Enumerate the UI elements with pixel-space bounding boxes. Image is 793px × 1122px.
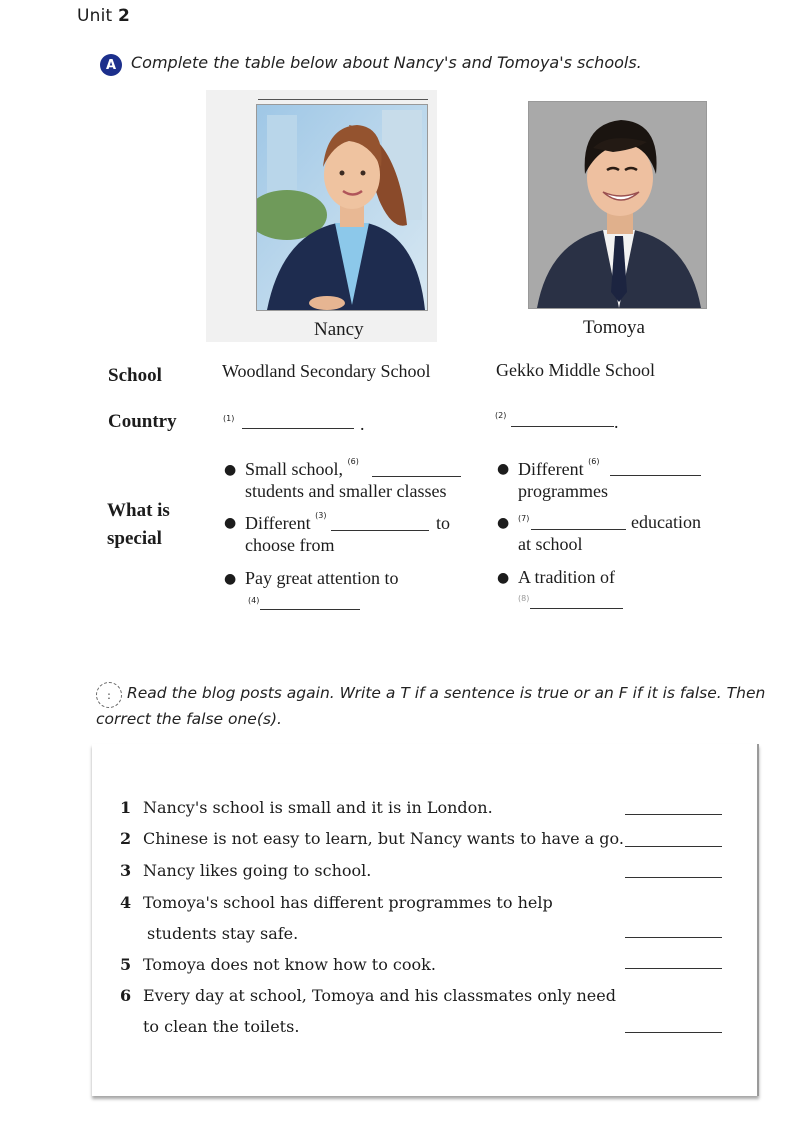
question-6-text-line2: to clean the toilets. <box>143 1017 300 1036</box>
nancy-item-1-line1 <box>245 459 359 480</box>
nancy-photo <box>256 104 428 311</box>
question-5-number: 5 <box>120 955 132 974</box>
question-3-text: Nancy likes going to school. <box>143 861 372 880</box>
question-4-number: 4 <box>120 893 132 912</box>
question-4-text-line1: Tomoya's school has different programmes to help <box>143 893 553 912</box>
tomoya-item-2-blank[interactable] <box>531 529 626 530</box>
tomoya-item-2-number: (7) <box>518 514 530 523</box>
special-label-line2: special <box>107 528 162 549</box>
nancy-item-2-number: (3) <box>315 511 327 520</box>
nancy-item-3-line1: Pay great attention to <box>245 568 399 588</box>
tomoya-item-2-line2: at school <box>518 534 583 554</box>
question-5-answer-line[interactable] <box>625 967 722 969</box>
nancy-item-1-blank[interactable] <box>372 476 461 477</box>
section-a-badge: A <box>100 54 122 76</box>
questions-paper <box>92 744 759 1096</box>
school-label: School <box>108 365 162 386</box>
tomoya-item-1-number: (6) <box>588 457 600 466</box>
nancy-item-3-number: (4) <box>248 596 260 605</box>
tomoya-item-3-line1: A tradition of <box>518 567 615 587</box>
tomoya-photo <box>528 101 707 309</box>
tomoya-bullet-3: ● <box>497 570 510 586</box>
tomoya-school: Gekko Middle School <box>496 360 655 380</box>
question-1-text: Nancy's school is small and it is in London. <box>143 798 493 817</box>
question-2-number: 2 <box>120 829 132 848</box>
nancy-item-1-text: Small school, <box>245 459 343 479</box>
country-label: Country <box>108 411 177 432</box>
nancy-country-period: . <box>360 414 365 434</box>
nancy-caption: Nancy <box>314 319 364 340</box>
nancy-item-2-line2: choose from <box>245 535 335 555</box>
nancy-item-2-line1 <box>245 513 326 534</box>
tomoya-item-1-blank[interactable] <box>610 475 701 476</box>
question-2-answer-line[interactable] <box>625 845 722 847</box>
question-6-answer-line[interactable] <box>625 1031 722 1033</box>
tomoya-bullet-2: ● <box>497 515 510 531</box>
nancy-bullet-1: ● <box>224 462 237 478</box>
unit-prefix: Unit <box>77 6 113 26</box>
question-4-text-line2: students stay safe. <box>147 924 299 943</box>
nancy-item-2-to: to <box>436 513 451 533</box>
nancy-bullet-3: ● <box>224 571 237 587</box>
nancy-photo-rule <box>258 99 428 100</box>
tomoya-item-3-number: (8) <box>518 594 530 603</box>
section-b-instruction-line2: correct the false one(s). <box>96 710 282 728</box>
section-b-icon: : <box>96 682 122 708</box>
question-2-text: Chinese is not easy to learn, but Nancy wants to have a go. <box>143 829 624 848</box>
tomoya-item-1-line1 <box>518 459 599 480</box>
question-4-answer-line[interactable] <box>625 936 722 938</box>
question-1-answer-line[interactable] <box>625 813 722 815</box>
question-6-number: 6 <box>120 986 132 1005</box>
nancy-item-2-text: Different <box>245 513 311 533</box>
nancy-country-blank[interactable] <box>242 428 354 429</box>
nancy-item-2-blank[interactable] <box>331 530 429 531</box>
question-1-number: 1 <box>120 798 132 817</box>
question-5-text: Tomoya does not know how to cook. <box>143 955 436 974</box>
question-3-number: 3 <box>120 861 132 880</box>
nancy-bullet-2: ● <box>224 515 237 531</box>
tomoya-item-3-blank[interactable] <box>530 608 623 609</box>
tomoya-item-1-text: Different <box>518 459 584 479</box>
nancy-item-1-number: (6) <box>347 457 359 466</box>
question-6-text-line1: Every day at school, Tomoya and his classmates only need <box>143 986 616 1005</box>
section-a-instruction: Complete the table below about Nancy's and Tomoya's schools. <box>131 53 642 72</box>
question-3-answer-line[interactable] <box>625 876 722 878</box>
nancy-country-number: (1) <box>223 414 235 423</box>
unit-title <box>77 6 130 26</box>
nancy-school: Woodland Secondary School <box>222 361 431 381</box>
nancy-item-3-blank[interactable] <box>260 609 360 610</box>
tomoya-country-number: (2) <box>495 411 507 420</box>
section-b-instruction-line1: Read the blog posts again. Write a T if a sentence is true or an F if it is false. Then <box>127 684 766 702</box>
unit-number: 2 <box>118 6 131 26</box>
nancy-item-1-line2: students and smaller classes <box>245 481 447 501</box>
special-label-line1: What is <box>107 500 170 521</box>
tomoya-bullet-1: ● <box>497 461 510 477</box>
tomoya-country-blank[interactable] <box>511 426 614 427</box>
tomoya-item-1-line2: programmes <box>518 481 608 501</box>
tomoya-item-2-education: education <box>631 512 701 532</box>
tomoya-country-period: . <box>614 412 619 432</box>
tomoya-caption: Tomoya <box>583 317 645 338</box>
